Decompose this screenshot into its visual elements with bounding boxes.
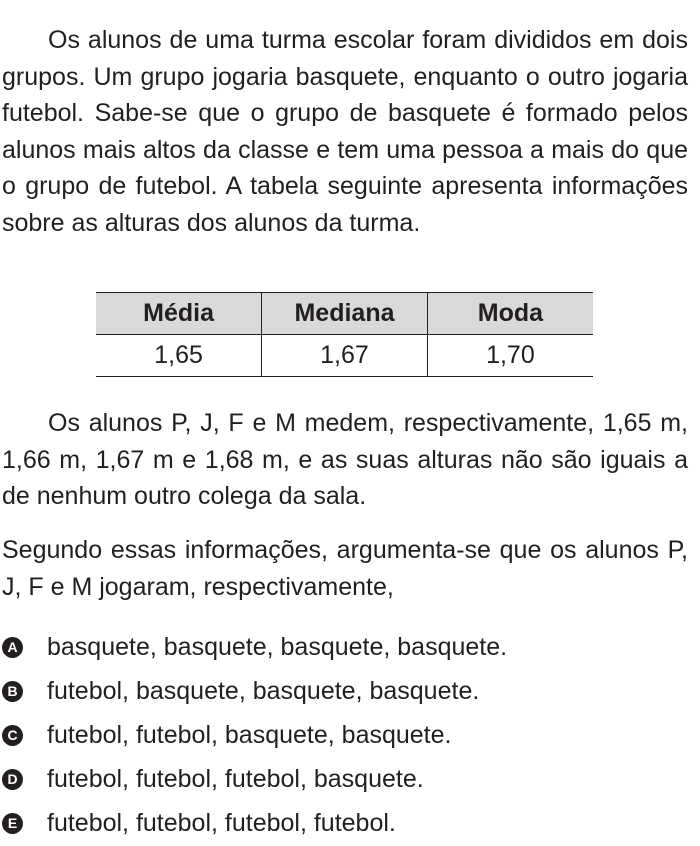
header-mediana: Mediana [262,293,428,335]
option-d[interactable] [0,757,507,801]
option-e[interactable] [0,801,507,845]
header-moda: Moda [427,293,593,335]
option-c[interactable] [0,713,507,757]
students-paragraph: Os alunos P, J, F e M medem, respectivamente, 1,65 m, 1,66 m, 1,67 m e 1,68 m, e as suas alturas não são iguais a de nenhum outro colega da sala. [2,409,688,510]
table-row [96,335,593,377]
option-text: futebol, basquete, basquete, basquete. [47,676,480,705]
intro-paragraph: Os alunos de uma turma escolar foram divididos em dois grupos. Um grupo jogaria basquete, enquanto o outro jogaria futebol. Sabe-se que o grupo de basquete é formado pelos alunos mais altos da classe e tem uma pessoa a mais do que o grupo de futebol. A tabela seguinte apresenta informações sobre as alturas dos alunos da turma. [2,26,688,237]
option-letter-badge: A [2,637,23,658]
option-text: futebol, futebol, futebol, futebol. [47,808,396,837]
table-header-row [96,293,593,335]
height-statistics-table [96,292,593,377]
header-media: Média [96,293,262,335]
option-text: basquete, basquete, basquete, basquete. [47,632,508,661]
option-letter-badge: C [2,725,23,746]
option-a[interactable] [0,625,507,669]
question-paragraph: Segundo essas informações, argumenta-se que os alunos P, J, F e M jogaram, respectivamente, [2,536,688,601]
value-moda: 1,70 [427,335,593,377]
option-b[interactable] [0,669,507,713]
option-text: futebol, futebol, basquete, basquete. [47,720,452,749]
answer-options [0,625,507,845]
value-media: 1,65 [96,335,262,377]
option-letter-badge: E [2,813,23,834]
option-text: futebol, futebol, futebol, basquete. [47,764,424,793]
value-mediana: 1,67 [262,335,428,377]
option-letter-badge: B [2,681,23,702]
option-letter-badge: D [2,769,23,790]
